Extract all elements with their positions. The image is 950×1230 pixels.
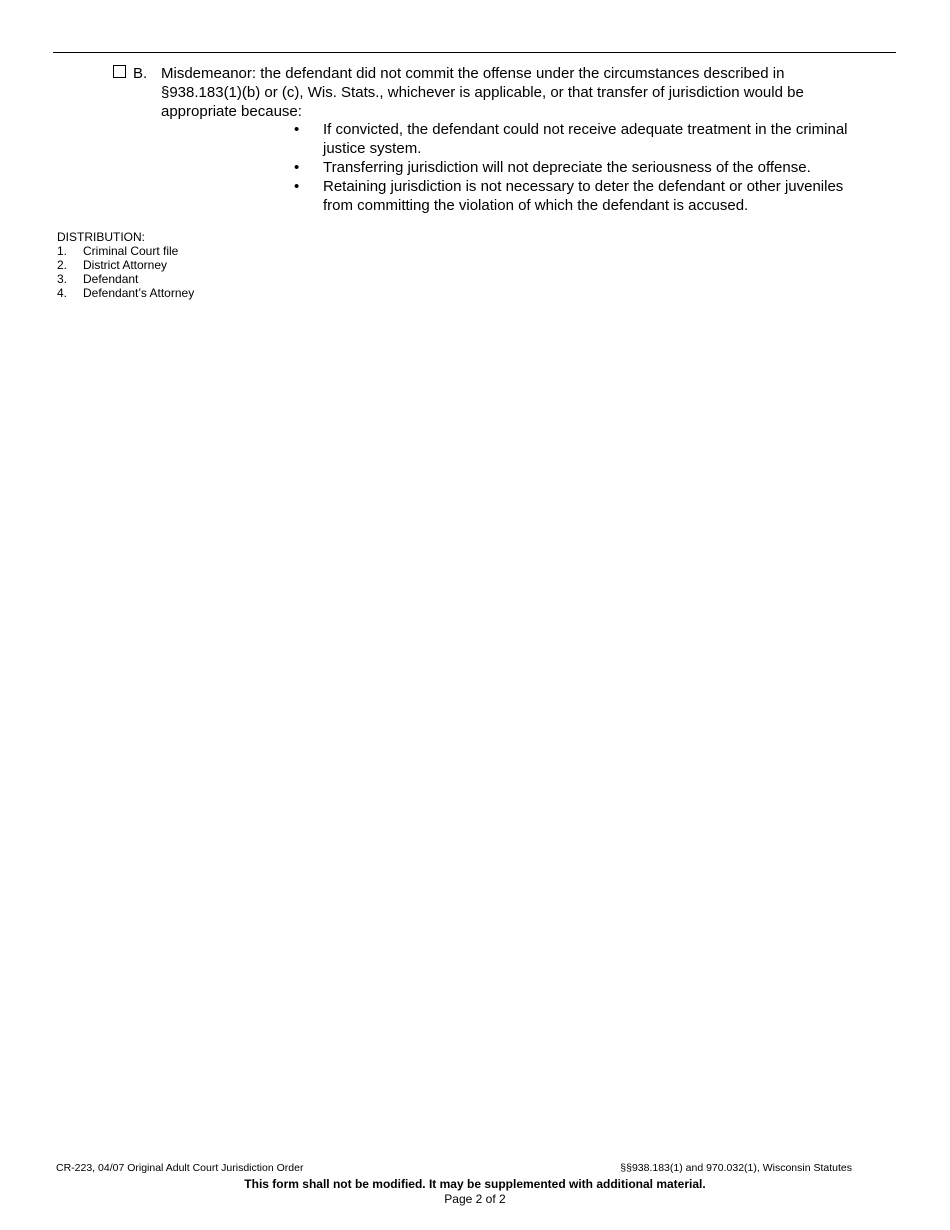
distribution-section xyxy=(57,230,194,300)
bullet-item xyxy=(294,158,874,177)
distribution-item xyxy=(57,286,194,300)
distribution-item-number: 1. xyxy=(57,244,68,258)
page-number: Page 2 of 2 xyxy=(444,1192,506,1206)
distribution-item-label: Criminal Court file xyxy=(83,244,179,258)
bullet-item xyxy=(294,177,874,215)
footer-notice: This form shall not be modified. It may be supplemented with additional material. xyxy=(244,1177,706,1191)
bullet-text: If convicted, the defendant could not receive adequate treatment in the criminal justice system. xyxy=(323,121,848,157)
bullet-text: Transferring jurisdiction will not depreciate the seriousness of the offense. xyxy=(323,159,811,176)
bullet-dot-icon: • xyxy=(294,121,300,138)
distribution-heading: DISTRIBUTION: xyxy=(57,230,146,244)
footer-statutes: §§938.183(1) and 970.032(1), Wisconsin Statutes xyxy=(620,1162,852,1174)
item-b-letter: B. xyxy=(133,65,148,82)
footer-form-id: CR-223, 04/07 Original Adult Court Jurisdiction Order xyxy=(56,1162,304,1174)
distribution-list xyxy=(57,244,194,300)
distribution-item-label: District Attorney xyxy=(83,258,168,272)
bullet-text: Retaining jurisdiction is not necessary to deter the defendant or other juveniles from committing the violation of which the defendant is accused. xyxy=(323,178,844,214)
item-b-checkbox[interactable] xyxy=(113,65,126,78)
distribution-item-number: 2. xyxy=(57,258,68,272)
distribution-item xyxy=(57,244,194,258)
bullet-item xyxy=(294,120,874,158)
distribution-item xyxy=(57,272,194,286)
distribution-item-number: 4. xyxy=(57,286,68,300)
distribution-item-number: 3. xyxy=(57,272,68,286)
bullet-dot-icon: • xyxy=(294,159,300,176)
distribution-item xyxy=(57,258,194,272)
bullet-dot-icon: • xyxy=(294,178,300,195)
item-b-bullet-list xyxy=(294,120,874,215)
distribution-item-label: Defendant’s Attorney xyxy=(83,286,195,300)
distribution-item-label: Defendant xyxy=(83,272,139,286)
top-divider xyxy=(53,52,896,53)
item-b-text: Misdemeanor: the defendant did not commit the offense under the circumstances described in §938.183(1)(b) or (c), Wis. Stats., whichever is applicable, or that transfer of jurisdiction would be appropriate because: xyxy=(161,65,804,120)
